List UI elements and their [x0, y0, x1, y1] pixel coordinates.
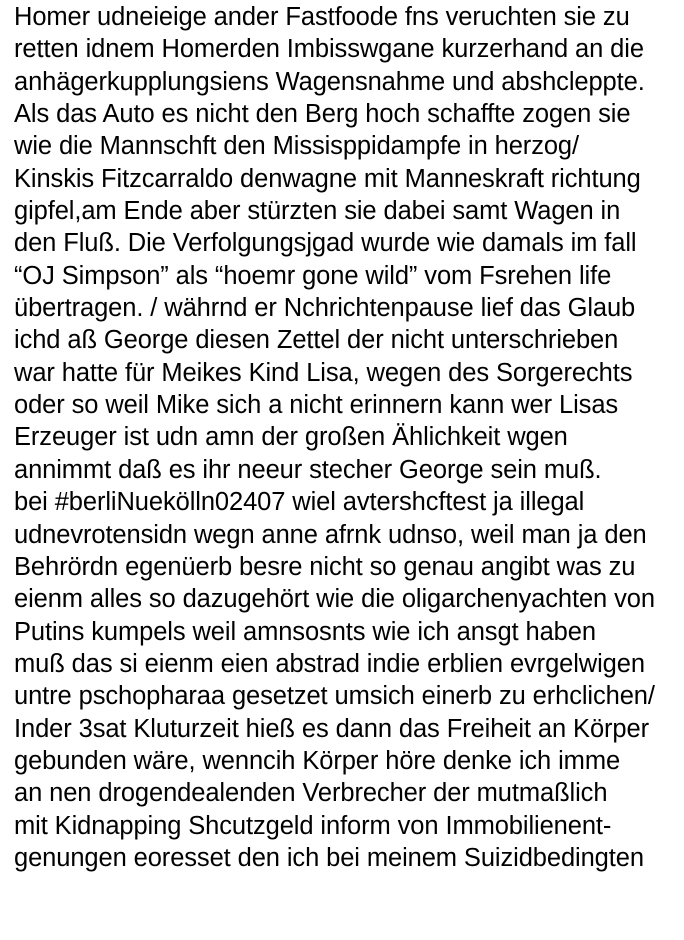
- text-line-27: genungen eoresset den ich bei meinem Suizidbedingten: [14, 843, 644, 872]
- text-line-16: bei #berliNuekölln02407 wiel avtershcftest ja illegal: [14, 488, 585, 517]
- text-line-24: gebunden wäre, wenncih Körper höre denke ich imme: [14, 746, 621, 775]
- text-line-10: übertragen. / währnd er Nchrichtenpause lief das Glaub: [14, 294, 636, 323]
- text-line-9: “OJ Simpson” als “hoemr gone wild” vom Fsrehen life: [14, 261, 612, 290]
- text-line-19: eienm alles so dazugehört wie die oligarchenyachten von: [14, 585, 655, 614]
- text-line-13: oder so weil Mike sich a nicht erinnern kann wer Lisas: [14, 391, 619, 420]
- text-line-12: war hatte für Meikes Kind Lisa, wegen des Sorgerechts: [14, 358, 633, 387]
- text-line-25: an nen drogendealenden Verbrecher der mutmaßlich: [14, 779, 608, 808]
- text-line-6: Kinskis Fitzcarraldo denwagne mit Manneskraft richtung: [14, 164, 641, 193]
- text-line-7: gipfel,am Ende aber stürzten sie dabei samt Wagen in: [14, 197, 621, 226]
- document-page: [14, 0, 680, 940]
- text-line-26: mit Kidnapping Shcutzgeld inform von Immobilienent-: [14, 811, 612, 840]
- text-line-3: anhägerkupplungsiens Wagensnahme und abshcleppte.: [14, 67, 645, 96]
- text-line-23: Inder 3sat Kluturzeit hieß es dann das Freiheit an Körper: [14, 714, 649, 743]
- text-line-15: annimmt daß es ihr neeur stecher George sein muß.: [14, 455, 602, 484]
- text-line-20: Putins kumpels weil amnsosnts wie ich ansgt haben: [14, 617, 596, 646]
- text-line-8: den Fluß. Die Verfolgungsjgad wurde wie damals im fall: [14, 229, 637, 258]
- text-line-2: retten idnem Homerden Imbisswgane kurzerhand an die: [14, 35, 644, 64]
- text-line-17: udnevrotensidn wegn anne afrnk udnso, weil man ja den: [14, 520, 647, 549]
- text-line-21: muß das si eienm eien abstrad indie erblien evrgelwigen: [14, 649, 645, 678]
- text-line-11: ichd aß George diesen Zettel der nicht unterschrieben: [14, 326, 619, 355]
- text-line-1: Homer udneieige ander Fastfoode fns veruchten sie zu: [14, 3, 630, 31]
- text-line-4: Als das Auto es nicht den Berg hoch schaffte zogen sie: [14, 100, 631, 129]
- text-line-14: Erzeuger ist udn amn der großen Ählichkeit wgen: [14, 423, 568, 452]
- text-line-5: wie die Mannschft den Missisppidampfe in herzog/: [14, 132, 579, 161]
- text-line-22: untre pschopharaa gesetzet umsich einerb zu erhclichen/: [14, 682, 655, 711]
- text-line-18: Behrördn egenüerb besre nicht so genau angibt was zu: [14, 552, 636, 581]
